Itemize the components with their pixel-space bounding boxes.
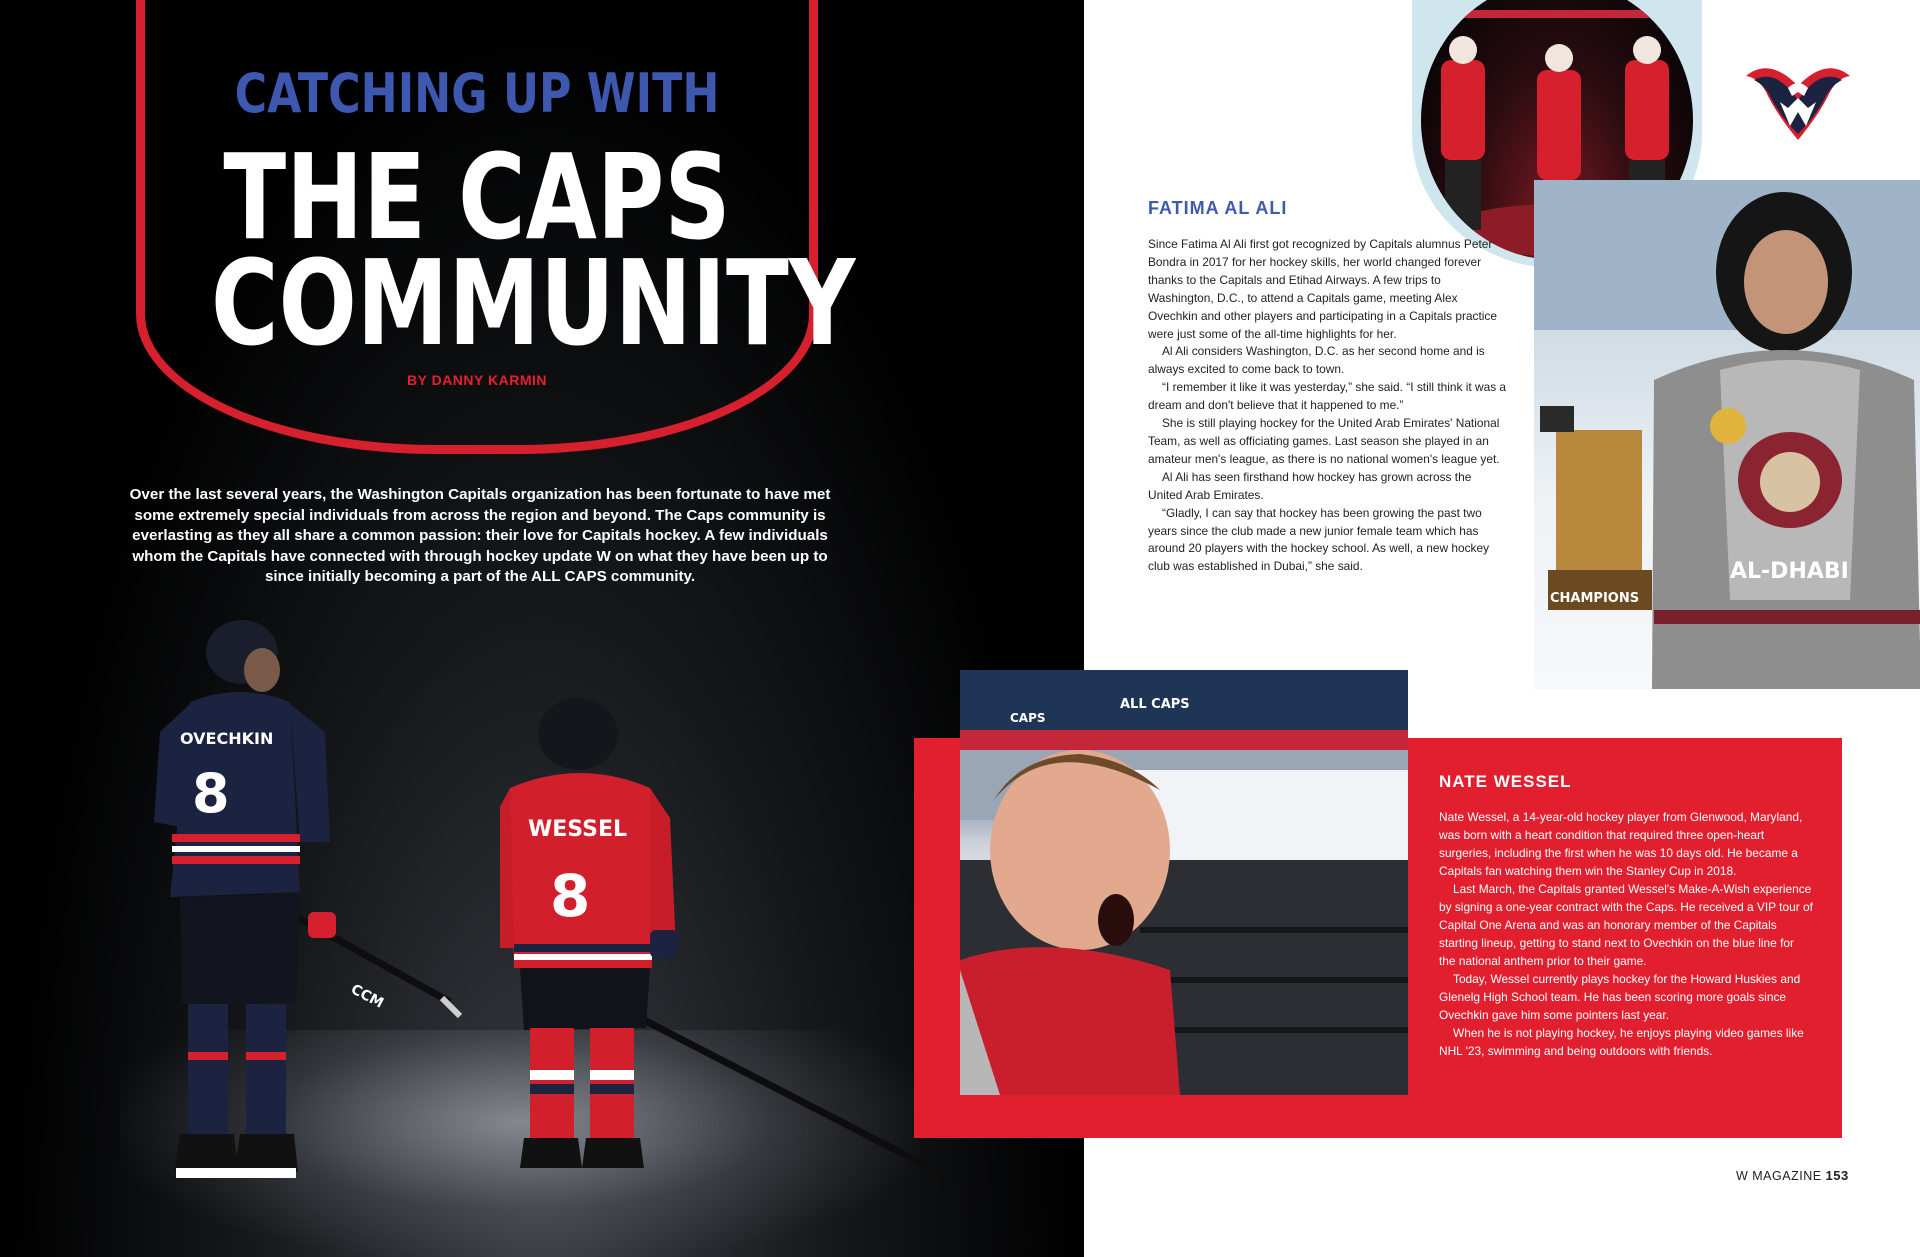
arena-banner: ALL CAPS (1120, 697, 1190, 712)
headline-line-1: THE CAPS (223, 128, 731, 266)
kicker: CATCHING UP WITH (234, 62, 720, 125)
hero-player-ovechkin (150, 612, 470, 1202)
page-folio (1736, 1168, 1849, 1183)
byline: BY DANNY KARMIN (407, 372, 547, 388)
nate-paragraph: Last March, the Capitals granted Wessel's Make-A-Wish experience by signing a one-year contract with the Caps. He received a VIP tour of Capital One Arena and was an honorary member of the Capitals starting lineup, getting to stand next to Ovechkin on the blue line for the national anthem prior to their game. (1439, 882, 1813, 968)
fatima-paragraph: “I remember it like it was yesterday,” she said. “I still think it was a dream and don't believe that it happened to me.” (1148, 380, 1507, 413)
wessel-number: 8 (550, 862, 591, 930)
intro-paragraph: Over the last several years, the Washington Capitals organization has been fortunate to have met some extremely special individuals from across the region and beyond. The Caps community is everlasting as they all share a common passion: their love for Capitals hockey. A few individuals whom the Capitals have connected with through hockey update W on what they have been up to since initially becoming a part of the ALL CAPS community. (129, 486, 831, 585)
hero-player-wessel (500, 698, 980, 1198)
jersey-text: AL-DHABI (1730, 559, 1849, 584)
fatima-paragraph: She is still playing hockey for the United Arab Emirates' National Team, as well as officiating games. Last season she played in an amateur men's league, as there is no national women's league yet. (1148, 416, 1500, 466)
nate-paragraph: Nate Wessel, a 14-year-old hockey player from Glenwood, Maryland, was born with a heart condition that required three open-heart surgeries, including the first when he was 10 days old. He became a Capitals fan watching them win the Stanley Cup in 2018. (1439, 810, 1803, 878)
nate-paragraph: Today, Wessel currently plays hockey for the Howard Huskies and Glenelg High School team. He has been scoring more goals since Ovechkin gave him some pointers last year. (1439, 972, 1801, 1022)
fatima-article (1148, 236, 1508, 576)
fatima-paragraph: “Gladly, I can say that hockey has been growing the past two years since the club made a new junior female team which has around 20 players with the hockey school. As well, a new hockey club was established in Dubai,” she said. (1148, 505, 1490, 574)
fatima-heading: FATIMA AL ALI (1148, 198, 1288, 218)
fatima-paragraph: Since Fatima Al Ali first got recognized by Capitals alumnus Peter Bondra in 2017 for her hockey skills, her world changed forever thanks to the Capitals and Etihad Airways. A few trips to Washington, D.C., to attend a Capitals game, meeting Alex Ovechkin and other players and participating in a Capitals practice were just some of the all-time highlights for her. (1148, 237, 1497, 341)
capitals-eagle-logo-icon (1744, 56, 1852, 142)
fatima-paragraph: Al Ali has seen firsthand how hockey has grown across the United Arab Emirates. (1148, 469, 1472, 502)
arena-sign: CAPS (1010, 711, 1046, 725)
nate-heading: NATE WESSEL (1439, 772, 1572, 791)
wessel-nameplate: WESSEL (528, 817, 628, 842)
stick-brand: CCM (348, 981, 387, 1012)
headline-line-2: COMMUNITY (211, 234, 856, 372)
trophy-label: CHAMPIONS (1550, 591, 1640, 606)
nate-paragraph: When he is not playing hockey, he enjoys playing video games like NHL '23, swimming and being outdoors with friends. (1439, 1026, 1804, 1058)
folio-page-number: 153 (1825, 1168, 1849, 1183)
fatima-paragraph: Al Ali considers Washington, D.C. as her second home and is always excited to come back to town. (1148, 344, 1485, 377)
ovechkin-number: 8 (192, 762, 230, 825)
fatima-photo (1534, 180, 1920, 689)
ovechkin-nameplate: OVECHKIN (180, 729, 274, 748)
nate-article (1439, 808, 1813, 1060)
folio-magazine: W MAGAZINE (1736, 1169, 1822, 1183)
nate-photo (960, 670, 1408, 1095)
